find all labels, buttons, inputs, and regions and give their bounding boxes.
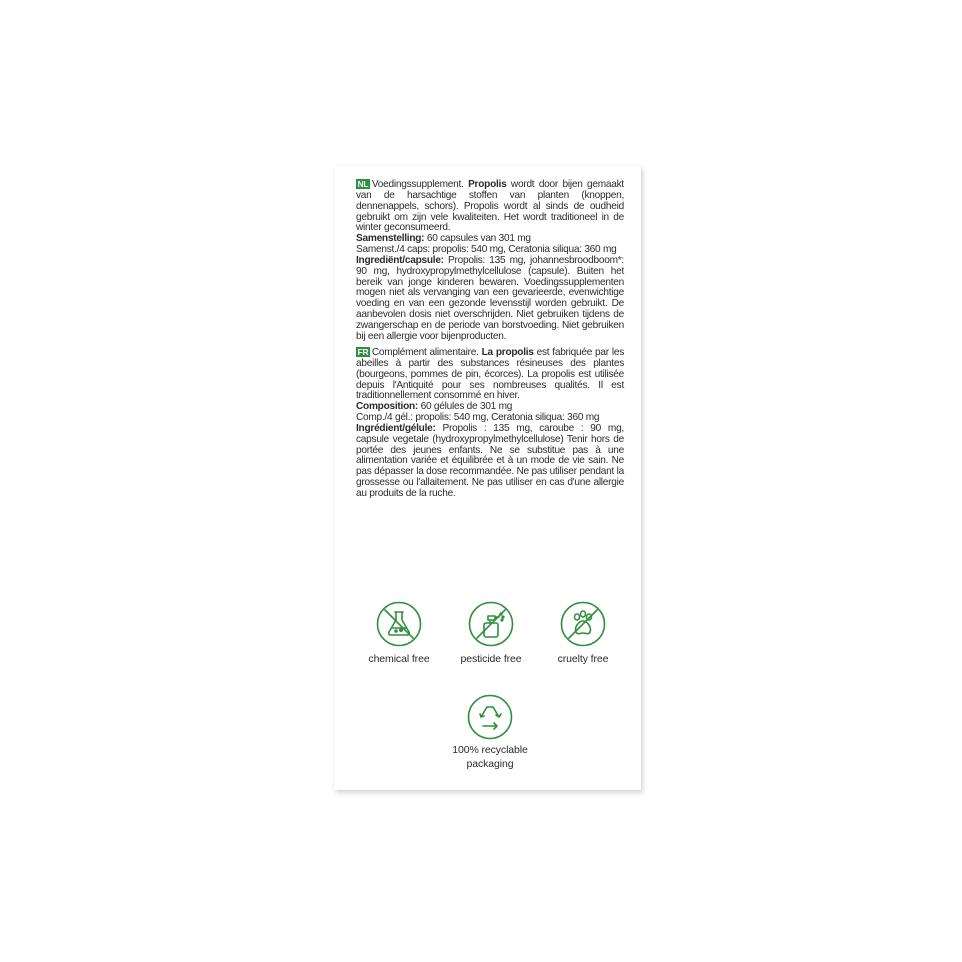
recyclable-label (440, 743, 540, 771)
spray-crossed-icon (468, 601, 514, 647)
fr-composition-label: Composition: (356, 401, 419, 413)
nl-ingredients-value: Propolis: 135 mg, johannesbroodboom*: 90 mg, hydroxypropylmethylcellulose (capsule). Buiten het bereik van jonge kinderen bewaren. Voedingssupplementen mogen niet als vervanging van een gevarieerde, evenwichtige voeding en van een gezonde levensstijl worden gebruikt. De aanbevolen dosis niet overschrijden. Niet gebruiken tijdens de zwangerschap en de periode van borstvoeding. Niet gebruiken bij een allergie voor bijenproducten. (356, 254, 624, 342)
fr-intro-text: Complément alimentaire. (371, 347, 482, 358)
flask-crossed-icon (376, 601, 422, 647)
nl-per4: Samenst./4 caps: propolis: 540 mg, Ceratonia siliqua: 360 mg (356, 244, 617, 256)
fr-ingredients (356, 424, 624, 500)
fr-composition-value: 60 gélules de 301 mg (418, 401, 513, 413)
fr-intro-bold: La propolis (481, 347, 534, 358)
fr-per4: Comp./4 gél.: propolis: 540 mg, Ceratonia siliqua: 360 mg (356, 412, 600, 424)
nl-composition-value: 60 capsules van 301 mg (424, 233, 531, 245)
product-label-panel (334, 166, 641, 790)
cruelty-free-label: cruelty free (557, 653, 609, 665)
fr-intro (356, 347, 624, 402)
nl-intro (356, 179, 624, 234)
nl-badge: NL (357, 179, 369, 189)
paw-crossed-icon (560, 601, 606, 647)
recyclable-label-line1: 100% recyclable (452, 744, 528, 756)
fr-badge: FR (357, 347, 369, 357)
nl-intro-rest: wordt door bijen gemaakt van de harsachtige stoffen van planten (knoppen, dennenappels, schors). Propolis wordt al sinds de oudheid gebruikt om zijn vele kwaliteiten. Het wordt traditioneel in de winter geconsumeerd. (356, 179, 624, 234)
fr-ingredients-value: Propolis : 135 mg, caroube : 90 mg, capsule vegetale (hydroxypropylmethylcellulose) Tenir hors de portée des jeunes enfants. Ne se substitue pas à une alimentation variée et équilibrée et à un mode de vie sain. Ne pas dépasser la dose recommandée. Ne pas utiliser pendant la grossesse ou l'allaitement. Ne pas utiliser en cas d'une allergie au produits de la ruche. (356, 422, 624, 499)
nl-ingredients-label: Ingrediënt/capsule: (356, 254, 444, 266)
nl-text-block (356, 179, 624, 343)
pesticide-free-label: pesticide free (460, 653, 522, 665)
recyclable-label-line2: packaging (466, 758, 514, 770)
recycle-icon (467, 694, 513, 740)
nl-ingredients (356, 256, 624, 343)
nl-intro-text: Voedingssupplement. (371, 179, 469, 190)
fr-intro-rest: est fabriquée par les abeilles à partir des substances résineuses des plantes (bourgeons, pommes de pin, écorces). La propolis est utilisée depuis l'Antiquité pour ses nombreuses qualités. Il est traditionnellement consommé en hiver. (356, 347, 624, 402)
chemical-free-label: chemical free (368, 653, 430, 665)
fr-ingredients-label: Ingrédient/gélule: (356, 422, 436, 434)
nl-composition-label: Samenstelling: (356, 233, 425, 245)
fr-text-block (356, 347, 624, 500)
nl-intro-bold: Propolis (468, 179, 507, 190)
